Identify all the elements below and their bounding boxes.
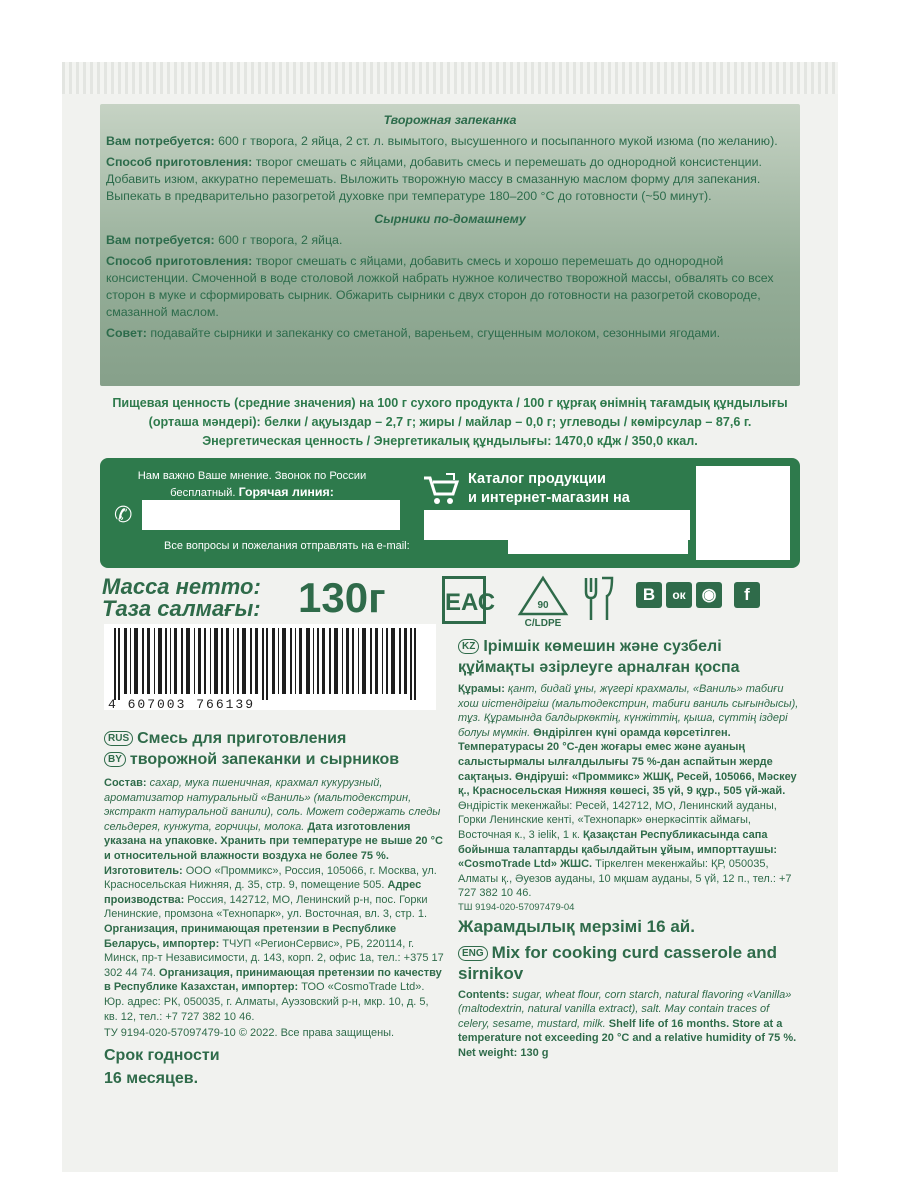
- food-safe-icon: [580, 576, 616, 622]
- opinion-note: Нам важно Ваше мнение. Звонок по России бесплатный.: [137, 470, 367, 499]
- hotline-banner: [100, 458, 800, 568]
- recipe2-need-text: 600 г творога, 2 яйца.: [214, 233, 343, 247]
- ru-kz-importer-text: ТОО «CosmoTrade Ltd». Юр. адрес: РК, 050035, г. Алматы, Ауэзовский р-н, мкр. 10, д. 5, кв. 12, тел.: +7 727 382 10 46.: [104, 981, 429, 1023]
- net-mass-value: 130г: [298, 574, 386, 621]
- kz-tu: ТШ 9194-020-57097479-04: [458, 901, 575, 913]
- recipe2-method-text: творог смешать с яйцами, добавить смесь и хорошо перемешать до однородной консистенции. Смоченной в воде столовой ложкой набрать нужное количество творожной массы, обвалять со всех сторон в муке и сформировать сырник. Обжарить сырники с двух сторон до готовности на разогретой сковороде, смазанной маслом.: [106, 254, 774, 319]
- nutrition-line-2: (орташа мәндері): белки / ақуыздар – 2,7 г; жиры / майлар – 0,0 г; углеводы / көмірсулар – 87,6 г.: [148, 415, 752, 429]
- opinion-text: [112, 468, 392, 501]
- ru-composition-text: сахар, мука пшеничная, крахмал кукурузный, ароматизатор натуральный «Ваниль» (мальтодекстрин, экстракт натуральной ванили), соль. Может содержать следы сельдерея, кунжута, горчицы, молока.: [104, 777, 441, 833]
- nutrition-info: [100, 394, 800, 451]
- ru-copyright: © 2022. Все права защищены.: [235, 1027, 395, 1040]
- ru-by-importer-label: Организация, принимающая претензии в Республике Беларусь, импортер:: [104, 922, 397, 950]
- recipe-panel: [100, 104, 800, 386]
- recipe1-method-text: творог смешать с яйцами, добавить смесь и перемешать до однородной консистенции. Добавить изюм, аккуратно перемешать. Выложить творожную массу в смазанную маслом форму для запекания. Выпекать в предварительно разогретой духовке при температуре 180–200 °С до готовности (~50 минут).: [106, 155, 762, 203]
- ok-icon: ок: [666, 582, 692, 608]
- recipe-tip-text: подавайте сырники и запеканку со сметаной, вареньем, сгущенным молоком, сезонными ягодами.: [146, 326, 721, 340]
- email-box: [508, 538, 688, 554]
- eng-title: Mix for cooking curd casserole and sirnikov: [458, 942, 777, 983]
- vk-icon: В: [636, 582, 662, 608]
- recycle-number: 90: [537, 600, 549, 611]
- kz-importer: Қазақстан Республикасында сапа бойынша талаптарды қабылдайтын ұйым, импорттаушы: «CosmoTrade Ltd» ЖШС.: [458, 828, 778, 871]
- ru-kz-importer-label: Организация, принимающая претензии по качеству в Республике Казахстан, импортер:: [104, 966, 442, 994]
- net-mass-ru: Масса нетто:: [102, 574, 261, 599]
- recycle-icon: [508, 574, 578, 628]
- eng-contents-text: sugar, wheat flour, corn starch, natural flavoring «Vanilla» (maltodextrin, natural vanilla extract), salt. May contain traces of celery, sesame, mustard, milk.: [458, 988, 792, 1030]
- kz-composition-label: Құрамы:: [458, 683, 505, 695]
- ru-shelf-line-2: 16 месяцев.: [104, 1070, 199, 1087]
- net-mass-kz: Таза салмағы:: [102, 596, 261, 621]
- ru-production-text: Россия, 142712, МО, Ленинский р-н, пос. Горки Ленинские, промзона «Технопарк», ул. Восточная, вл. 3, стр. 1.: [104, 893, 428, 921]
- ru-by-importer-text: ТЧУП «РегионСервис», РБ, 220114, г. Минск, пр-т Независимости, д. 143, корп. 2, офис 1а, тел.: +375 17 302 44 74.: [104, 937, 444, 979]
- qr-code-box: [696, 466, 790, 560]
- kz-registered-address: Тіркелген мекенжайы: ҚР, 050035, Алматы қ., Әуезов ауданы, 10 мқшам ауданы, 5 үй, 12 п., тел.: +7 727 382 10 46.: [458, 858, 792, 900]
- recipe1-title: Творожная запеканка: [383, 113, 517, 127]
- ru-date-text: Дата изготовления указана на упаковке. Хранить при температуре не выше 20 °С и относительной влажности воздуха не более 75 %.: [104, 820, 443, 862]
- eng-contents-label: Contents:: [458, 988, 510, 1001]
- kz-title: Ірімшік көмешин және сузбелі құймақты әзірлеуге арналған қоспа: [458, 638, 740, 676]
- eng-tag: ENG: [458, 946, 488, 961]
- catalog-line-2: и интернет-магазин на: [468, 490, 630, 506]
- kz-shelf-life: Жарамдылық мерзімі 16 ай.: [458, 916, 695, 936]
- instagram-icon: ◉: [696, 582, 722, 608]
- website-box: [424, 510, 690, 540]
- ru-maker-text: ООО «Проммикс», Россия, 105066, г. Москва, ул. Красносельская Нижняя, д. 35, стр. 9, помещение 505.: [104, 864, 437, 892]
- ru-tu: ТУ 9194-020-57097479-10: [104, 1027, 236, 1040]
- recipe1-need-label: Вам потребуется:: [106, 134, 215, 148]
- ru-maker-label: Изготовитель:: [104, 864, 183, 877]
- email-label: Все вопросы и пожелания отправлять на e-mail:: [164, 540, 410, 552]
- ru-title-line-2: творожной запеканки и сырников: [129, 751, 400, 768]
- recipe-tip-label: Совет:: [106, 326, 147, 340]
- kz-tag: KZ: [458, 639, 479, 654]
- kz-maker: Өндіруші: «Проммикс» ЖШҚ, Ресей, 105066, Мәскеу қ., Красносельская Нижняя көшесі, 35 үй, 9 құр., 505 үй-жай.: [458, 770, 797, 798]
- recipe2-method-label: Способ приготовления:: [106, 254, 253, 268]
- kz-production-address: Өндірістік мекенжайы: Ресей, 142712, МО, Ленинский ауданы, Горки Ленинские кенті, «Технопарк» өнеркәсіптік аймағы, Восточная к., 3 ielik, 1 к.: [458, 799, 777, 841]
- catalog-line-1: Каталог продукции: [468, 471, 606, 487]
- net-mass-label: [102, 576, 261, 620]
- ru-shelf-life: [104, 1044, 220, 1090]
- by-tag: BY: [104, 752, 126, 767]
- ru-production-label: Адрес производства:: [104, 879, 422, 906]
- ru-by-column: [104, 728, 444, 1041]
- eng-shelf-text: Shelf life of 16 months. Store at a temperature not exceeding 20 °C and a relative humidity of 75 %.: [458, 1017, 797, 1045]
- recipe2-need-label: Вам потребуется:: [106, 233, 215, 247]
- recipe1-need-text: 600 г творога, 2 яйца, 2 ст. л. вымытого, высушенного и посыпанного мукой изюма (по желанию).: [214, 134, 778, 148]
- eac-mark: ЕАС: [442, 576, 486, 624]
- rus-tag: RUS: [104, 731, 133, 746]
- kz-composition-text: қант, бидай ұны, жүгері крахмалы, «Ваниль» табиғи хош иістендіргіш (мальтодекстрин, табиғи ваниль сығындысы), тұз. Құрамында балдыркөктің, күнжіттің, қыша, сүттің іздері болуы мүмкін.: [458, 683, 799, 739]
- hotline-label: Горячая линия:: [238, 485, 334, 499]
- recycle-code: C/LDPE: [524, 618, 562, 628]
- recipe1-method-label: Способ приготовления:: [106, 155, 253, 169]
- cart-icon: [422, 472, 462, 508]
- nutrition-line-3: Энергетическая ценность / Энергетикалық құндылығы: 1470,0 кДж / 350,0 ккал.: [202, 434, 698, 448]
- eng-net-weight: Net weight: 130 g: [458, 1046, 549, 1059]
- hotline-number-box: [142, 500, 400, 530]
- kz-date-text: Өндірілген күні орамда көрсетілген. Температурасы 20 °С-ден жоғары емес және ауаның салыстырмалы ылғалдылығы 75 %-дан аспайтын жерде сақтаңыз.: [458, 726, 773, 783]
- phone-icon: ✆: [114, 502, 133, 527]
- ru-shelf-line-1: Срок годности: [104, 1047, 220, 1064]
- facebook-icon: f: [734, 582, 760, 608]
- nutrition-line-1: Пищевая ценность (средние значения) на 100 г сухого продукта / 100 г құрғақ өнімнің тағамдық құндылығы: [112, 396, 788, 410]
- barcode-digits: 4 607003 766139: [108, 697, 256, 712]
- ru-composition-label: Состав:: [104, 777, 147, 789]
- package-seal-edge: [62, 62, 838, 94]
- kz-eng-column: [458, 636, 800, 1060]
- recipe2-title: Сырники по-домашнему: [374, 212, 526, 226]
- ru-title-line-1: Смесь для приготовления: [137, 730, 347, 747]
- catalog-text: [468, 470, 630, 508]
